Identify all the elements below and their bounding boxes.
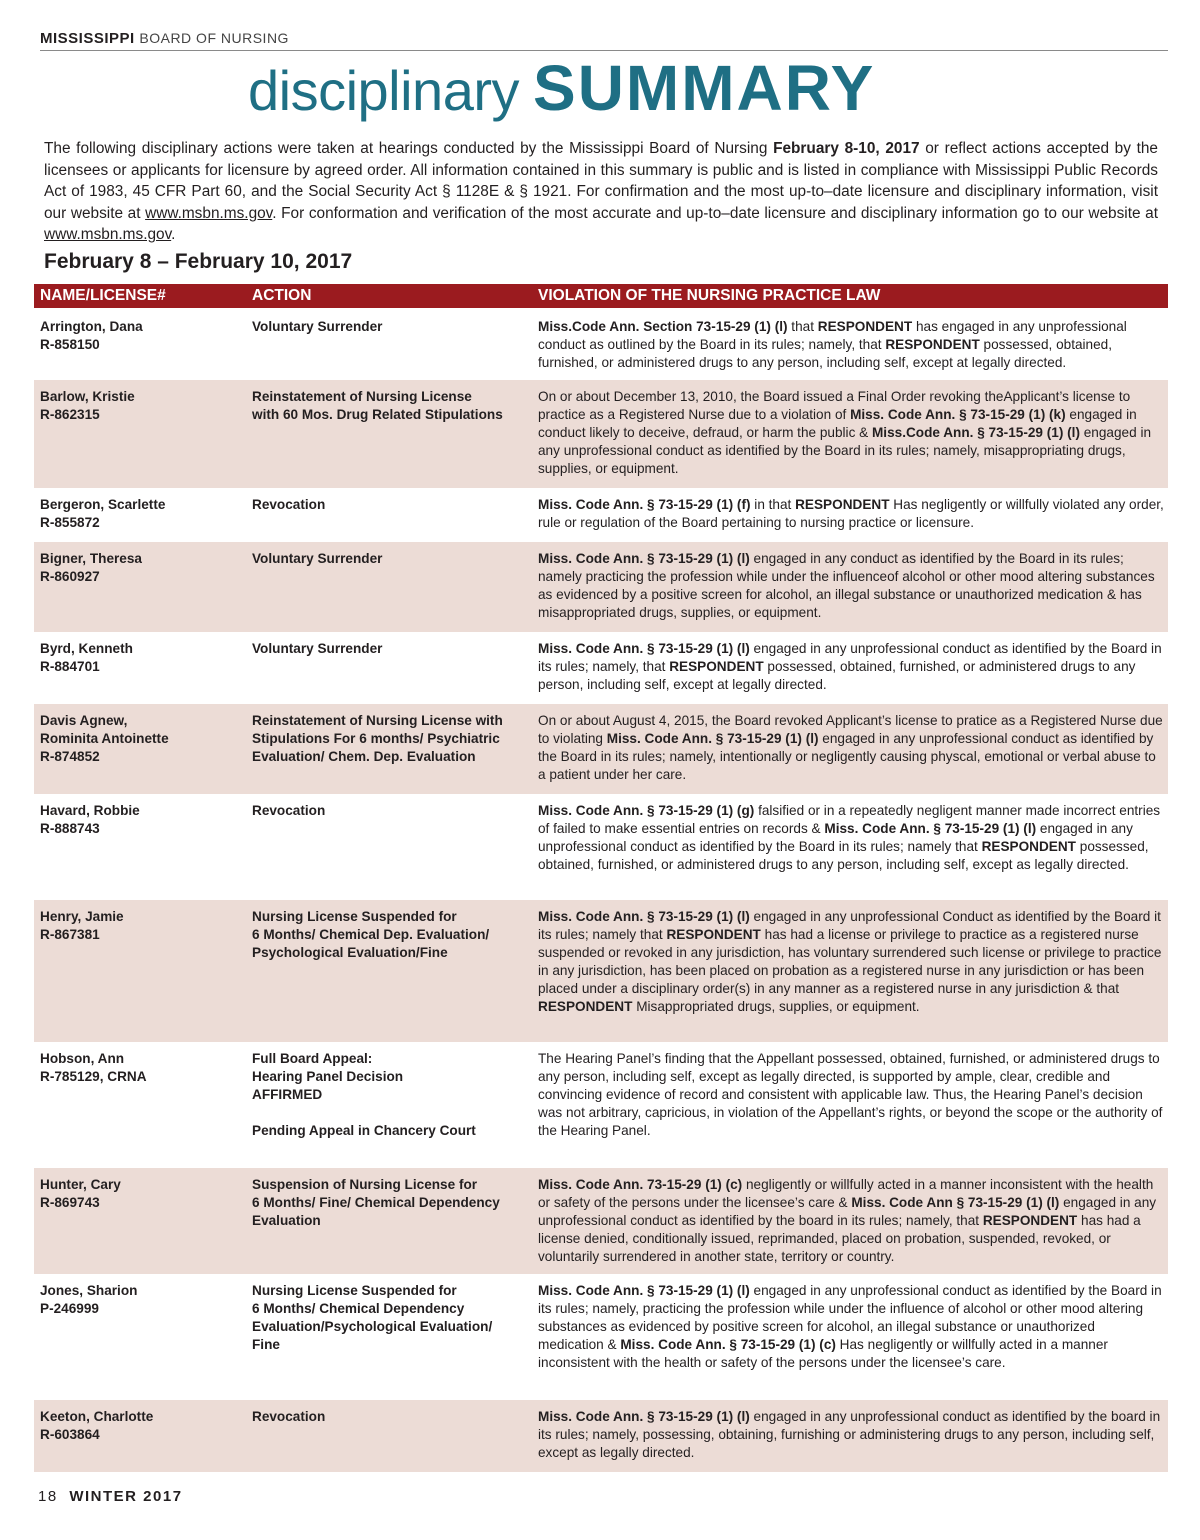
violation-text: has had a license or privilege to practice as a registered nurse suspended or revoked in any jurisdiction, has voluntary surrendered such license or privilege to practice in any jurisdiction, has been placed on probation as a registered nurse in any jurisdiction or has been placed under a disciplinary order(s) in any manner as a registered nurse in any jurisdiction & that	[538, 927, 1162, 996]
table-row	[34, 488, 1168, 542]
violation-citation: RESPONDENT	[795, 497, 890, 512]
row-violation	[538, 712, 1164, 784]
row-action: Voluntary Surrender	[252, 551, 383, 566]
table-row	[34, 310, 1168, 380]
row-action: Nursing License Suspended for 6 Months/ Chemical Dependency Evaluation/Psychological Evaluation/ Fine	[252, 1283, 493, 1352]
violation-text: falsified or in a repeatedly negligent manner made incorrect entries of failed to make essential entries on records &	[538, 803, 1161, 836]
row-violation	[538, 318, 1164, 372]
row-violation	[538, 1408, 1164, 1462]
masthead	[40, 30, 1168, 51]
violation-text: On or about December 13, 2010, the Board issued a Final Order revoking theApplicant’s license to practice as a Registered Nurse due to a violation of	[538, 389, 1131, 422]
violation-citation: Miss. Code Ann. § 73-15-29 (1) (g)	[538, 803, 755, 818]
violation-citation: Miss. Code Ann. § 73-15-29 (1) (l)	[606, 731, 819, 746]
table-row	[34, 900, 1168, 1042]
violation-citation: Miss.Code Ann. Section 73-15-29 (1) (l)	[538, 319, 788, 334]
row-name-license: Jones, Sharion P-246999	[40, 1283, 138, 1316]
website-link-2[interactable]: www.msbn.ms.gov	[44, 226, 172, 243]
violation-text: has engaged in any unprofessional conduct as outlined by the Board in its rules; namely, that	[538, 319, 1127, 352]
row-violation	[538, 496, 1164, 532]
date-range-heading: February 8 – February 10, 2017	[44, 250, 353, 273]
title-part1: disciplinary	[248, 59, 519, 122]
row-violation	[538, 802, 1164, 874]
violation-citation: RESPONDENT	[666, 927, 761, 942]
row-violation	[538, 640, 1164, 694]
masthead-board: BOARD OF NURSING	[139, 30, 289, 46]
violation-text: engaged in any unprofessional conduct as identified by the Board in its rules; namely, that	[538, 641, 1162, 674]
violation-citation: Miss. Code Ann. § 73-15-29 (1) (l)	[538, 909, 750, 924]
violation-text: possessed, obtained, furnished, or administered drugs to any person, including self, except at legally directed.	[538, 337, 1113, 370]
intro-text-1: The following disciplinary actions were taken at hearings conducted by the Mississippi Board of Nursing	[44, 140, 774, 157]
violation-citation: RESPONDENT	[981, 839, 1076, 854]
violation-text: engaged in any unprofessional conduct as identified by the board in its rules; namely, possessing, obtaining, furnishing or administering drugs to any person, including self, except as legally directed.	[538, 1409, 1161, 1460]
violation-citation: RESPONDENT	[982, 1213, 1078, 1228]
violation-text: engaged in any unprofessional Conduct as identified by the Board it its rules; namely that	[538, 909, 1161, 942]
violation-citation: Miss. Code Ann. § 73-15-29 (1) (l)	[538, 1409, 750, 1424]
page-title	[248, 52, 876, 124]
violation-citation: RESPONDENT	[817, 319, 913, 334]
violation-text: negligently or willfully acted in a manner inconsistent with the health or safety of the persons under the licensee’s care &	[538, 1177, 1154, 1210]
row-name-license: Bigner, Theresa R-860927	[40, 551, 142, 584]
violation-text: possessed, obtained, furnished, or administered drugs to any person, including self, except as legally directed.	[538, 839, 1149, 872]
row-violation	[538, 388, 1164, 478]
page-footer	[38, 1488, 183, 1505]
violation-citation: Miss. Code Ann. § 73-15-29 (1) (c)	[620, 1337, 836, 1352]
row-violation	[538, 1176, 1164, 1266]
intro-text-4: .	[171, 226, 176, 243]
page-number: 18	[38, 1488, 58, 1505]
violation-citation: RESPONDENT	[669, 659, 764, 674]
row-action: Nursing License Suspended for 6 Months/ Chemical Dep. Evaluation/ Psychological Evaluation/Fine	[252, 909, 490, 960]
violation-text: engaged in conduct likely to deceive, defraud, or harm the public &	[538, 407, 1137, 440]
row-name-license: Henry, Jamie R-867381	[40, 909, 124, 942]
row-violation	[538, 1050, 1164, 1140]
violation-citation: Miss. Code Ann. § 73-15-29 (1) (l)	[538, 551, 750, 566]
header-action: ACTION	[252, 287, 312, 304]
row-action: Revocation	[252, 803, 326, 818]
row-action: Suspension of Nursing License for 6 Months/ Fine/ Chemical Dependency Evaluation	[252, 1177, 500, 1228]
row-name-license: Hobson, Ann R-785129, CRNA	[40, 1051, 147, 1084]
violation-text: engaged in any unprofessional conduct as identified by the Board in its rules; namely, misappropriating drugs, supplies, or equipment.	[538, 425, 1152, 476]
row-violation	[538, 550, 1164, 622]
violation-citation: Miss. Code Ann. § 73-15-29 (1) (k)	[850, 407, 1066, 422]
violation-text: possessed, obtained, furnished, or administered drugs to any person, including self, except at legally directed.	[538, 659, 1136, 692]
row-name-license: Hunter, Cary R-869743	[40, 1177, 121, 1210]
masthead-state: MISSISSIPPI	[40, 30, 135, 47]
violation-text: Has negligently or willfully violated any order, rule or regulation of the Board pertaining to nursing practice or licensure.	[538, 497, 1164, 530]
table-row	[34, 1400, 1168, 1472]
row-action: Revocation	[252, 1409, 326, 1424]
table-row	[34, 704, 1168, 794]
violation-text: has had a license denied, conditionally issued, reprimanded, placed on probation, suspended, revoked, or voluntarily surrendered in another state, territory or country.	[538, 1213, 1141, 1264]
row-name-license: Davis Agnew, Rominita Antoinette R-874852	[40, 713, 169, 764]
violation-text: Has negligently or willfully acted in a manner inconsistent with the health or safety of the persons under the licensee’s care.	[538, 1337, 1108, 1370]
violation-text: The Hearing Panel’s finding that the Appellant possessed, obtained, furnished, or administered drugs to any person, including self, except as legally directed, is supported by ample, clear, credible and convincing evidence of record and consistent with applicable law. Thus, the Hearing Panel’s decision was not arbitrary, capricious, in violation of the Appellant’s rights, or beyond the scope or the authority of the Hearing Panel.	[538, 1051, 1163, 1138]
website-link-1[interactable]: www.msbn.ms.gov	[145, 204, 273, 222]
violation-citation: Miss.Code Ann. § 73-15-29 (1) (l)	[871, 425, 1080, 440]
violation-text: Misappropriated drugs, supplies, or equipment.	[632, 999, 920, 1014]
table-row	[34, 380, 1168, 488]
violation-text: in that	[750, 497, 796, 512]
violation-text: engaged in any unprofessional conduct as identified by the Board in its rules; namely, practicing the profession while under the influence of alcohol or other mood altering substances as evidenced by positive screen for alcohol, an illegal substance or unauthorized medication &	[538, 1283, 1162, 1352]
row-name-license: Keeton, Charlotte R-603864	[40, 1409, 154, 1442]
violation-citation: Miss. Code Ann § 73-15-29 (1) (l)	[851, 1195, 1060, 1210]
row-action: Revocation	[252, 497, 326, 512]
intro-text-3: . For conformation and verification of the most accurate and up-to–date licensure and disciplinary information go to our website at	[272, 204, 1158, 222]
row-action: Full Board Appeal: Hearing Panel Decision AFFIRMED Pending Appeal in Chancery Court	[252, 1051, 476, 1138]
table-row	[34, 542, 1168, 632]
issue-name: WINTER 2017	[69, 1488, 183, 1505]
violation-text: that	[787, 319, 818, 334]
violation-citation: RESPONDENT	[538, 999, 633, 1014]
table-row	[34, 632, 1168, 704]
row-action: Voluntary Surrender	[252, 641, 383, 656]
violation-text: engaged in any unprofessional conduct as identified by the board in its rules; namely, that	[538, 1195, 1157, 1228]
row-action: Voluntary Surrender	[252, 319, 383, 334]
table-row	[34, 1168, 1168, 1274]
intro-hearing-dates: February 8-10, 2017	[773, 140, 920, 157]
violation-citation: RESPONDENT	[885, 337, 980, 352]
violation-citation: Miss. Code Ann. § 73-15-29 (1) (f)	[538, 497, 751, 512]
table-header	[34, 284, 1168, 308]
violation-text: engaged in any unprofessional conduct as identified by the Board in its rules; namely, intentionally or negligently causing physcal, emotional or verbal abuse to a patient under her care.	[538, 731, 1156, 782]
disciplinary-table	[34, 310, 1168, 1472]
row-name-license: Arrington, Dana R-858150	[40, 319, 143, 352]
row-name-license: Bergeron, Scarlette R-855872	[40, 497, 166, 530]
table-row	[34, 794, 1168, 900]
table-row	[34, 1274, 1168, 1400]
row-name-license: Havard, Robbie R-888743	[40, 803, 140, 836]
header-violation: VIOLATION OF THE NURSING PRACTICE LAW	[538, 287, 881, 304]
row-action: Reinstatement of Nursing License with Stipulations For 6 months/ Psychiatric Evaluation/ Chem. Dep. Evaluation	[252, 713, 503, 764]
violation-text: On or about August 4, 2015, the Board revoked Applicant’s license to pratice as a Registered Nurse due to violating	[538, 713, 1163, 746]
intro-text-2: or reflect actions accepted by the licensees or applicants for licensure by agreed order. All information contained in this summary is public and is listed in compliance with Mississippi Public Records Act of 1983, 45 CFR Part 60, and the Social Security Act § 1128E & § 1921. For confirmation and the most up-to–date licensure and disciplinary information, visit our website at	[44, 140, 1158, 222]
row-name-license: Byrd, Kenneth R-884701	[40, 641, 133, 674]
violation-citation: Miss. Code Ann. § 73-15-29 (1) (l)	[538, 1283, 750, 1298]
intro-paragraph	[44, 138, 1158, 246]
violation-citation: Miss. Code Ann. § 73-15-29 (1) (l)	[824, 821, 1037, 836]
row-name-license: Barlow, Kristie R-862315	[40, 389, 135, 422]
violation-text: engaged in any unprofessional conduct as identified by the Board in its rules; namely that	[538, 821, 1133, 854]
violation-text: engaged in any conduct as identified by the Board in its rules; namely practicing the profession while under the influenceof alcohol or other mood altering substances as evidenced by a positive screen for alcohol, an illegal substance or unauthorized medication & has misappropriated drugs, supplies, or equipment.	[538, 551, 1155, 620]
row-violation	[538, 1282, 1164, 1372]
violation-citation: Miss. Code Ann. 73-15-29 (1) (c)	[538, 1177, 743, 1192]
row-action: Reinstatement of Nursing License with 60 Mos. Drug Related Stipulations	[252, 389, 503, 422]
table-row	[34, 1042, 1168, 1168]
title-part2: SUMMARY	[533, 52, 876, 124]
header-name-license: NAME/LICENSE#	[40, 287, 166, 304]
row-violation	[538, 908, 1164, 1016]
violation-citation: Miss. Code Ann. § 73-15-29 (1) (l)	[538, 641, 750, 656]
